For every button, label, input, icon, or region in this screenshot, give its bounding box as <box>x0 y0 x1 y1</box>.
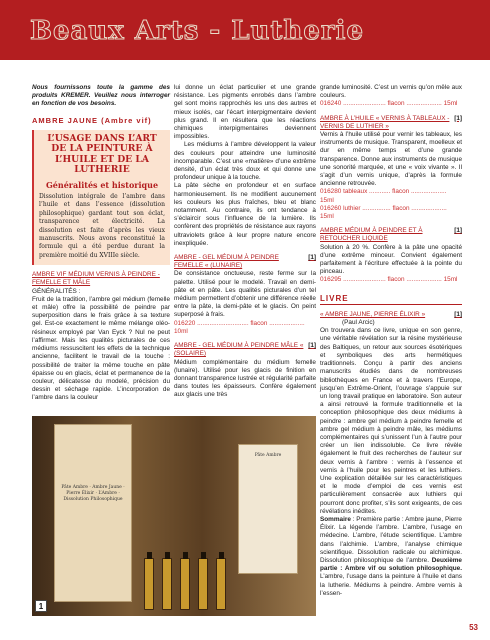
intro-text: Nous fournissons toute la gamme des produits KREMER. Veuillez nous interroger en fonction de vos besoins. <box>32 84 170 108</box>
product-text: Vernis à l’huile utilisé pour vernir les tableaux, les instruments de musique. Transparent, moelleux et dur en même temps et d’une grande transparence. Donne aux instruments de musique une sonorité marquée, et une « voix vivante ». Il s’agit d’un vernis unique, d’après la formule ancienne retrouvée. <box>320 131 462 188</box>
product-text: Solution à 20 %. Confère à la pâte une opacité d’une extrême minceur. Convient également parfaitement à l’écriture effectuée à la pointe du pinceau. <box>320 243 462 276</box>
product-title-text: AMBRE - GEL MÉDIUM À PEINDRE FEMELLE « (LUNAIRE) <box>174 254 279 270</box>
history-box <box>32 130 170 265</box>
product-ref: 016220 ............................. flacon .................... 10ml <box>174 319 305 335</box>
book-author: (Paul Arcic) <box>342 319 375 327</box>
product-ref: 016240 ........................ flacon .................... 15ml <box>320 100 458 108</box>
product-ref: 016280 tableaux ............ flacon .................... 15ml <box>320 188 447 204</box>
box-title: L’USAGE DANS L’ART DE LA PEINTURE À L’HUILE ET DE LA LUTHERIE <box>47 132 157 176</box>
sommaire-bold: Deuxième partie : Ambre vif ou solution philosophique. <box>320 556 462 573</box>
bottle <box>198 558 208 610</box>
product-photo <box>32 416 316 616</box>
sommaire <box>320 516 462 598</box>
book-text: On trouvera dans ce livre, unique en son genre, une véritable révélation sur la résine mystérieuse des Baltiques, un retour aux sources ésotériques et symboliques des arts hermétiques traditionnels. Conçu à partir des anciens manuscrits étudiés dans de nombreuses bibliothèques en France et à travers l’Europe, jusqu’en Extrême-Orient, l’ouvrage s’appuie sur un long travail pratique en laboratoire. Son auteur a ainsi retrouvé la formule traditionnelle et la conception philosophique des deux médiums à peindre : ambre gel médium à peindre femelle et ambre gel médium à peindre mâle, les médiums complémentaires qui s’unissent l’un à l’autre pour créer un lien indissoluble. Ce livre révèle également le fruit des recherches de l’auteur sur deux vernis à l’ambre : vernis à l’essence et vernis à l’huile pour les peintres et les luthiers. Une explication détaillée sur les caractéristiques et le mode d’emploi de ces vernis est particulièrement consacrée aux luthiers qui pourront donc profiter, s’ils sont exigeants, de ces révélations inédites. <box>320 327 462 515</box>
body-text: lui donne un éclat particulier et une grande résistance. Les pigments enrobés dans l’ambre gel sont moins rapprochés les uns des autres et mieux isolés, car l’écart interpigmentaire devient plus grand. Il en résultera que les réactions chimiques interpigmentaires deviennent impossibles. <box>174 84 316 141</box>
body-text: La pâte sèche en profondeur et en surface harmonieusement. Ils ne modifient aucunement les couleurs les plus fraîches, bleu et blanc notamment. Au contraire, ils ont tendance à s’éclaircir sous l’influence de la lumière. Ils confèrent des propriétés de résistance aux rayons ultraviolets grâce à leur propre nature encore inexpliquée. <box>174 182 316 247</box>
photo-ref-badge: [1] <box>454 227 462 235</box>
product-title-text: AMBRE - GEL MÉDIUM À PEINDRE MÂLE « (SOLAIRE) <box>174 342 304 358</box>
product-title-text: AMBRE MÉDIUM À PEINDRE ET À RETOUCHER LIQUIDE <box>320 227 423 243</box>
product-text: Médium complémentaire du médium femelle (lunaire). Utilisé pour les glacis de finition en donnant transparence lustrée et régularité parfaite dans toutes les épaisseurs. Confère également aux glacis une très <box>174 358 316 399</box>
box-subtitle: Généralités et historique <box>45 179 159 190</box>
product-title <box>320 311 462 319</box>
product-title-text: AMBRE À L’HUILE « VERNIS À TABLEAUX - VERNIS DE LUTHIER » <box>320 114 450 130</box>
sommaire-label: Sommaire <box>320 515 351 523</box>
product-ref: 016295 ........................ flacon .................... 15ml <box>320 276 458 284</box>
photo-number: 1 <box>35 600 47 612</box>
book-cover: Pâte Ambre · Ambre Jaune · Pierre Élixir · L’Ambre · Dissolution Philosophique <box>54 424 132 602</box>
product-title-text: « AMBRE JAUNE, PIERRE ÉLIXIR » <box>320 310 426 318</box>
bottle <box>144 558 154 610</box>
livre-heading: LIVRE <box>320 295 462 305</box>
column-3 <box>320 84 462 598</box>
product-ref: 016260 luthier ................ flacon .................... 15ml <box>320 204 447 221</box>
page-header <box>0 0 490 60</box>
label-card: Pâte Ambre <box>238 444 298 574</box>
page-title: Beaux Arts - Lutherie <box>30 16 364 46</box>
product-title <box>320 115 462 131</box>
photo-ref-badge: [1] <box>454 114 462 122</box>
photo-ref-badge: [1] <box>454 310 462 318</box>
generalites-label: GÉNÉRALITÉS : <box>32 287 81 295</box>
photo-ref-badge: [1] <box>308 342 316 350</box>
sommaire-end: L’ambre, l’usage dans la peinture à l’huile et dans la lutherie. Médiums à peindre. Ambre vernis à l’essen- <box>320 573 462 597</box>
sommaire-text: : Première partie : Ambre jaune, Pierre Élixir. La légende l’ambre. L’ambre, l’usage en médecine. L’ambre, l’étude scientifique. L’ambre dans l’alchimie. L’ambre, l’analyse chimique scientifique. Dissolution radicale ou alchimique. Dissolution philosophique de l’ambre. <box>320 515 462 564</box>
photo-ref-badge: [1] <box>308 254 316 262</box>
body-text: grande luminosité. C’est un vernis qu’on mêle aux couleurs. <box>320 84 462 100</box>
product-title: AMBRE VIF MÉDIUM VERNIS À PEINDRE - FEMELLE ET MÂLE <box>32 271 160 287</box>
bottle <box>162 558 172 610</box>
bottle <box>216 558 226 610</box>
bottle <box>180 558 190 610</box>
product-text: De consistance onctueuse, reste ferme sur la palette. Utilisé pour le modelé. Travail en demi-pâte et en pâte. Les qualités picturales d’un tel médium permettent d’obtenir une différence réelle entre la pâte, la demi-pâte et le glacis. On peint superposé à frais. <box>174 270 316 319</box>
box-text: Dissolution intégrale de l’ambre dans l’huile et dans l’essence (dissolution philosophique) gardant tout son éclat, transparence et électricité. La dissolution est faite d’après les vieux manuscrits. Nous avons reconstitué la formule qui a été perdue durant la première moitié du XVIIIe siècle. <box>39 193 165 259</box>
product-title <box>174 254 316 270</box>
product-title <box>320 227 462 243</box>
body-text: Fruit de la tradition, l’ambre gel médium (femelle et mâle) offre la possibilité de peindre par superposition dans le frais grâce à sa texture gel. Est-ce exactement le même mélange oléo-résineux employé par Van Eyck ? Nul ne peut l’affirmer. Mais les qualités picturales de ces médiums ressuscitent les effets de la technique ancienne, facilitent le travail de la touche : possibilité de traiter la même touche en pâte épaisse ou en glacis, éclat et permanence de la couleur, délicatesse du modelé, précision du dessin et séchage rapide. L’incorporation de l’ambre dans la couleur <box>32 295 170 402</box>
body-text: Les médiums à l’ambre développent la valeur des couleurs pour atteindre une luminosité incomparable. C’est une «matière» d’une extrême densité, d’un éclat très doux et qui donne une profondeur unique à la touche. <box>174 141 316 182</box>
section-title: AMBRE JAUNE (Ambre vif) <box>32 115 152 125</box>
column-2 <box>174 84 316 400</box>
column-1 <box>32 84 170 403</box>
product-title <box>174 342 316 358</box>
page-number: 53 <box>469 623 478 632</box>
